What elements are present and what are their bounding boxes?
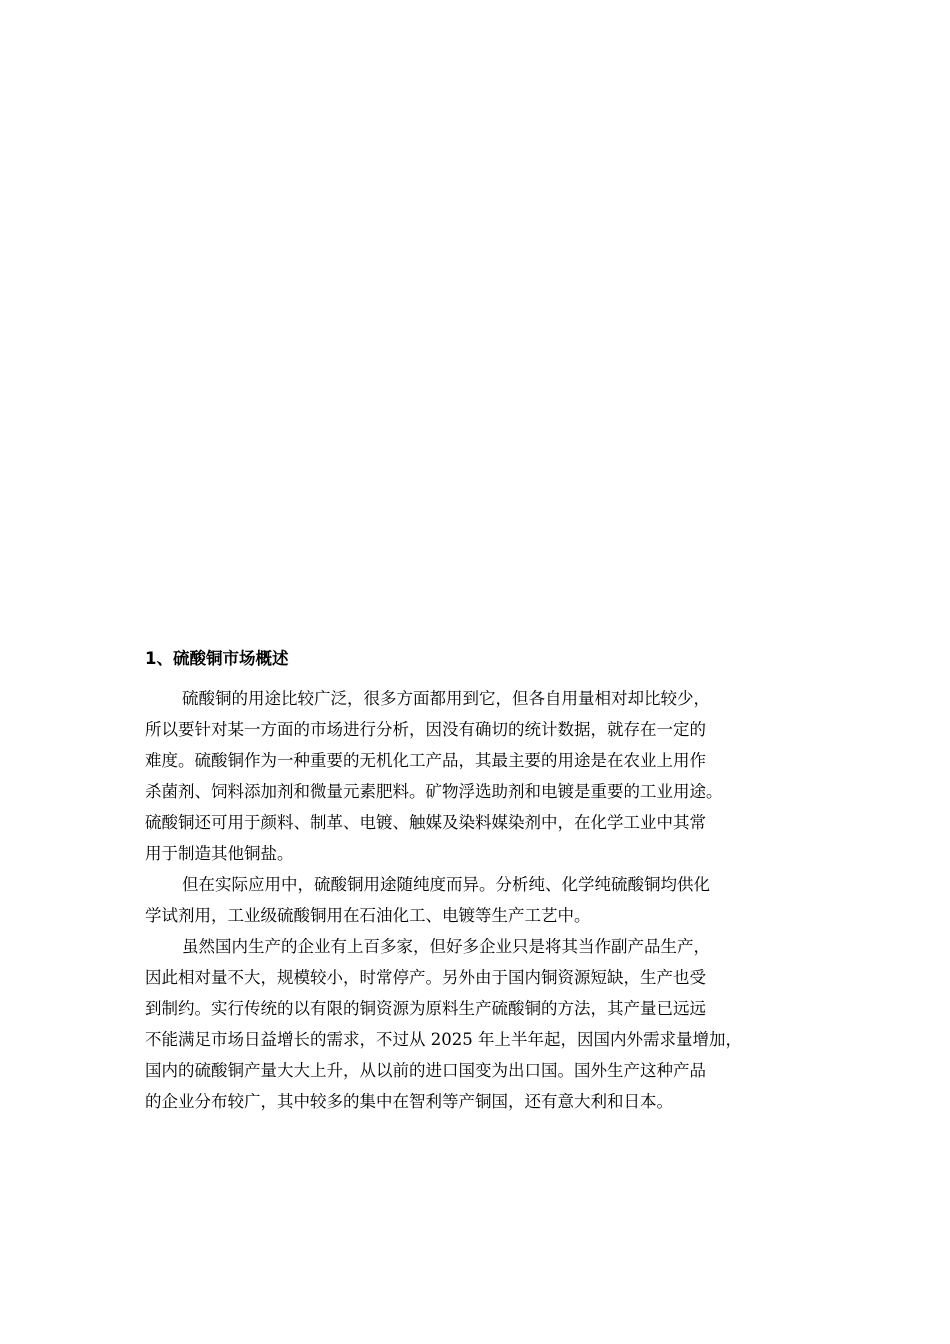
paragraph-line: 学试剂用，工业级硫酸铜用在石油化工、电镀等生产工艺中。	[145, 906, 591, 925]
paragraph-line: 所以要针对某一方面的市场进行分析，因没有确切的统计数据，就存在一定的	[145, 720, 706, 739]
paragraph-line: 用于制造其他铜盐。	[145, 844, 294, 863]
paragraph-line: 国内的硫酸铜产量大大上升，从以前的进口国变为出口国。国外生产这种产品	[145, 1061, 706, 1080]
paragraph-2	[145, 869, 825, 931]
paragraph-line: 虽然国内生产的企业有上百多家，但好多企业只是将其当作副产品生产，	[182, 937, 710, 956]
document-body	[145, 645, 825, 1117]
paragraph-1	[145, 683, 825, 869]
paragraph-line: 杀菌剂、饲料添加剂和微量元素肥料。矿物浮选助剂和电镀是重要的工业用途。	[145, 782, 723, 801]
paragraph-line: 因此相对量不大，规模较小，时常停产。另外由于国内铜资源短缺，生产也受	[145, 968, 706, 987]
paragraph-line: 但在实际应用中，硫酸铜用途随纯度而异。分析纯、化学纯硫酸铜均供化	[182, 875, 710, 894]
paragraph-line: 硫酸铜的用途比较广泛，很多方面都用到它，但各自用量相对却比较少，	[182, 689, 710, 708]
paragraph-line: 硫酸铜还可用于颜料、制革、电镀、触媒及染料媒染剂中，在化学工业中其常	[145, 813, 706, 832]
paragraph-line: 难度。硫酸铜作为一种重要的无机化工产品，其最主要的用途是在农业上用作	[145, 751, 706, 770]
paragraph-line: 到制约。实行传统的以有限的铜资源为原料生产硫酸铜的方法，其产量已远远	[145, 999, 706, 1018]
paragraph-line: 的企业分布较广，其中较多的集中在智利等产铜国，还有意大利和日本。	[145, 1092, 673, 1111]
paragraph-line: 不能满足市场日益增长的需求，不过从 2025 年上半年起，因国内外需求量增加，	[145, 1030, 742, 1049]
paragraph-3	[145, 931, 825, 1117]
section-title: 1、硫酸铜市场概述	[145, 649, 289, 668]
